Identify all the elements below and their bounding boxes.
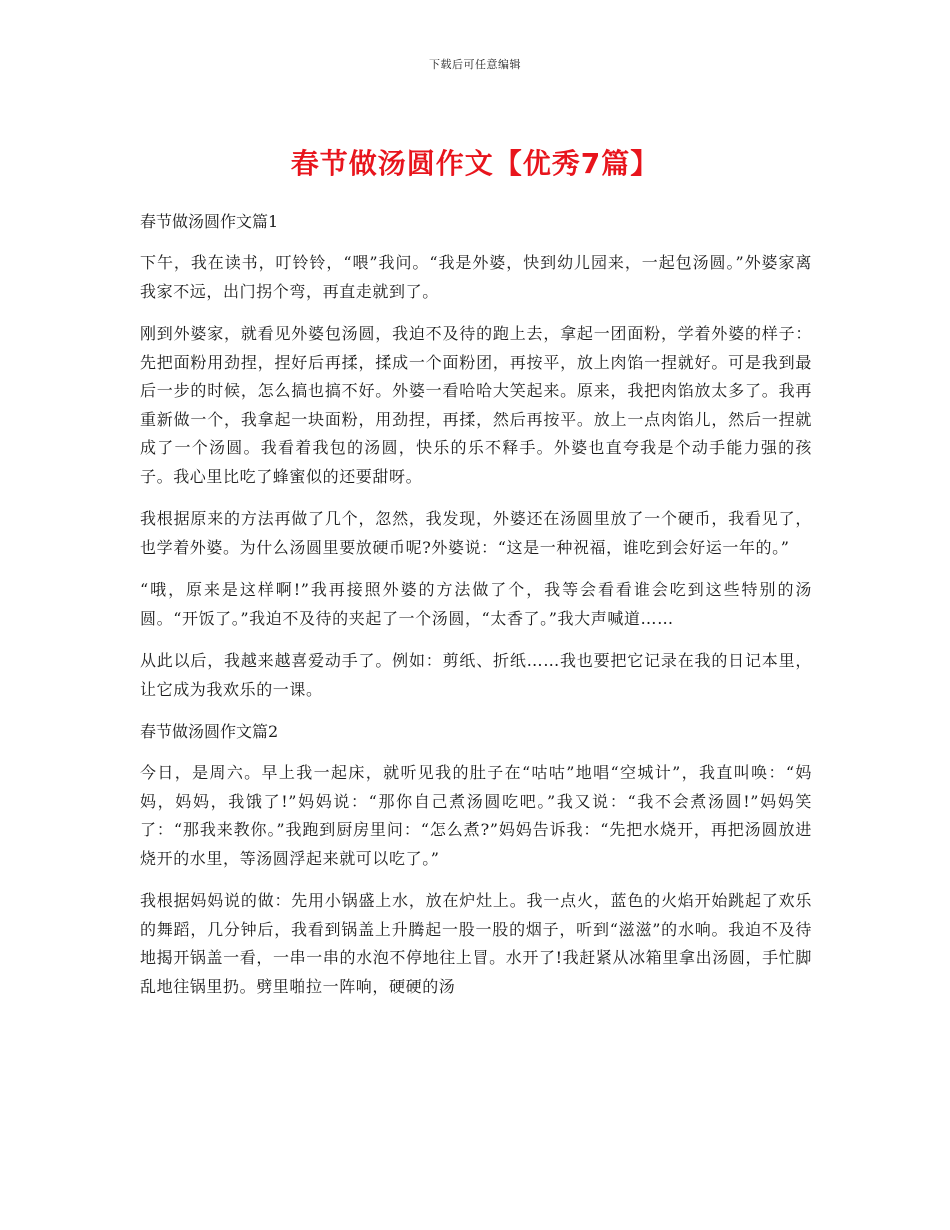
- header-note: 下载后可任意编辑: [429, 58, 521, 71]
- paragraph: 今日，是周六。早上我一起床，就听见我的肚子在“咕咕”地唱“空城计”，我直叫唤：“妈妈，妈妈，我饿了!”妈妈说：“那你自己煮汤圆吃吧。”我又说：“我不会煮汤圆!”妈妈笑了：“那我来教你。”我跑到厨房里问：“怎么煮?”妈妈告诉我：“先把水烧开，再把汤圆放进烧开的水里，等汤圆浮起来就可以吃了。”: [140, 763, 812, 868]
- document-body: [140, 208, 812, 1015]
- paragraph: 下午，我在读书，叮铃铃，“喂”我问。“我是外婆，快到幼儿园来，一起包汤圆。”外婆家离我家不远，出门拐个弯，再直走就到了。: [140, 253, 812, 301]
- document-title: 春节做汤圆作文【优秀7篇】: [290, 147, 660, 180]
- paragraph: 刚到外婆家，就看见外婆包汤圆，我迫不及待的跑上去，拿起一团面粉，学着外婆的样子：先把面粉用劲捏，捏好后再揉，揉成一个面粉团，再按平，放上肉馅一捏就好。可是我到最后一步的时候，怎么搞也搞不好。外婆一看哈哈大笑起来。原来，我把肉馅放太多了。我再重新做一个，我拿起一块面粉，用劲捏，再揉，然后再按平。放上一点肉馅儿，然后一捏就成了一个汤圆。我看着我包的汤圆，快乐的乐不释手。外婆也直夸我是个动手能力强的孩子。我心里比吃了蜂蜜似的还要甜呀。: [140, 324, 812, 486]
- paragraph: 我根据原来的方法再做了几个，忽然，我发现，外婆还在汤圆里放了一个硬币，我看见了，也学着外婆。为什么汤圆里要放硬币呢?外婆说：“这是一种祝福，谁吃到会好运一年的。”: [140, 509, 812, 557]
- paragraph: “哦，原来是这样啊!”我再接照外婆的方法做了个，我等会看看谁会吃到这些特别的汤圆。“开饭了。”我迫不及待的夹起了一个汤圆，“太香了。”我大声喊道……: [140, 580, 812, 628]
- section-1: [140, 208, 812, 704]
- paragraph: 我根据妈妈说的做：先用小锅盛上水，放在炉灶上。我一点火，蓝色的火焰开始跳起了欢乐的舞蹈，几分钟后，我看到锅盖上升腾起一股一股的烟子，听到“滋滋”的水响。我迫不及待地揭开锅盖一看，一串一串的水泡不停地往上冒。水开了!我赶紧从冰箱里拿出汤圆，手忙脚乱地往锅里扔。劈里啪拉一阵响，硬硬的汤: [140, 891, 812, 996]
- section-heading: 春节做汤圆作文篇2: [140, 722, 279, 741]
- paragraph: 从此以后，我越来越喜爱动手了。例如：剪纸、折纸……我也要把它记录在我的日记本里，让它成为我欢乐的一课。: [140, 651, 812, 699]
- section-2: [140, 718, 812, 1001]
- section-heading: 春节做汤圆作文篇1: [140, 212, 279, 231]
